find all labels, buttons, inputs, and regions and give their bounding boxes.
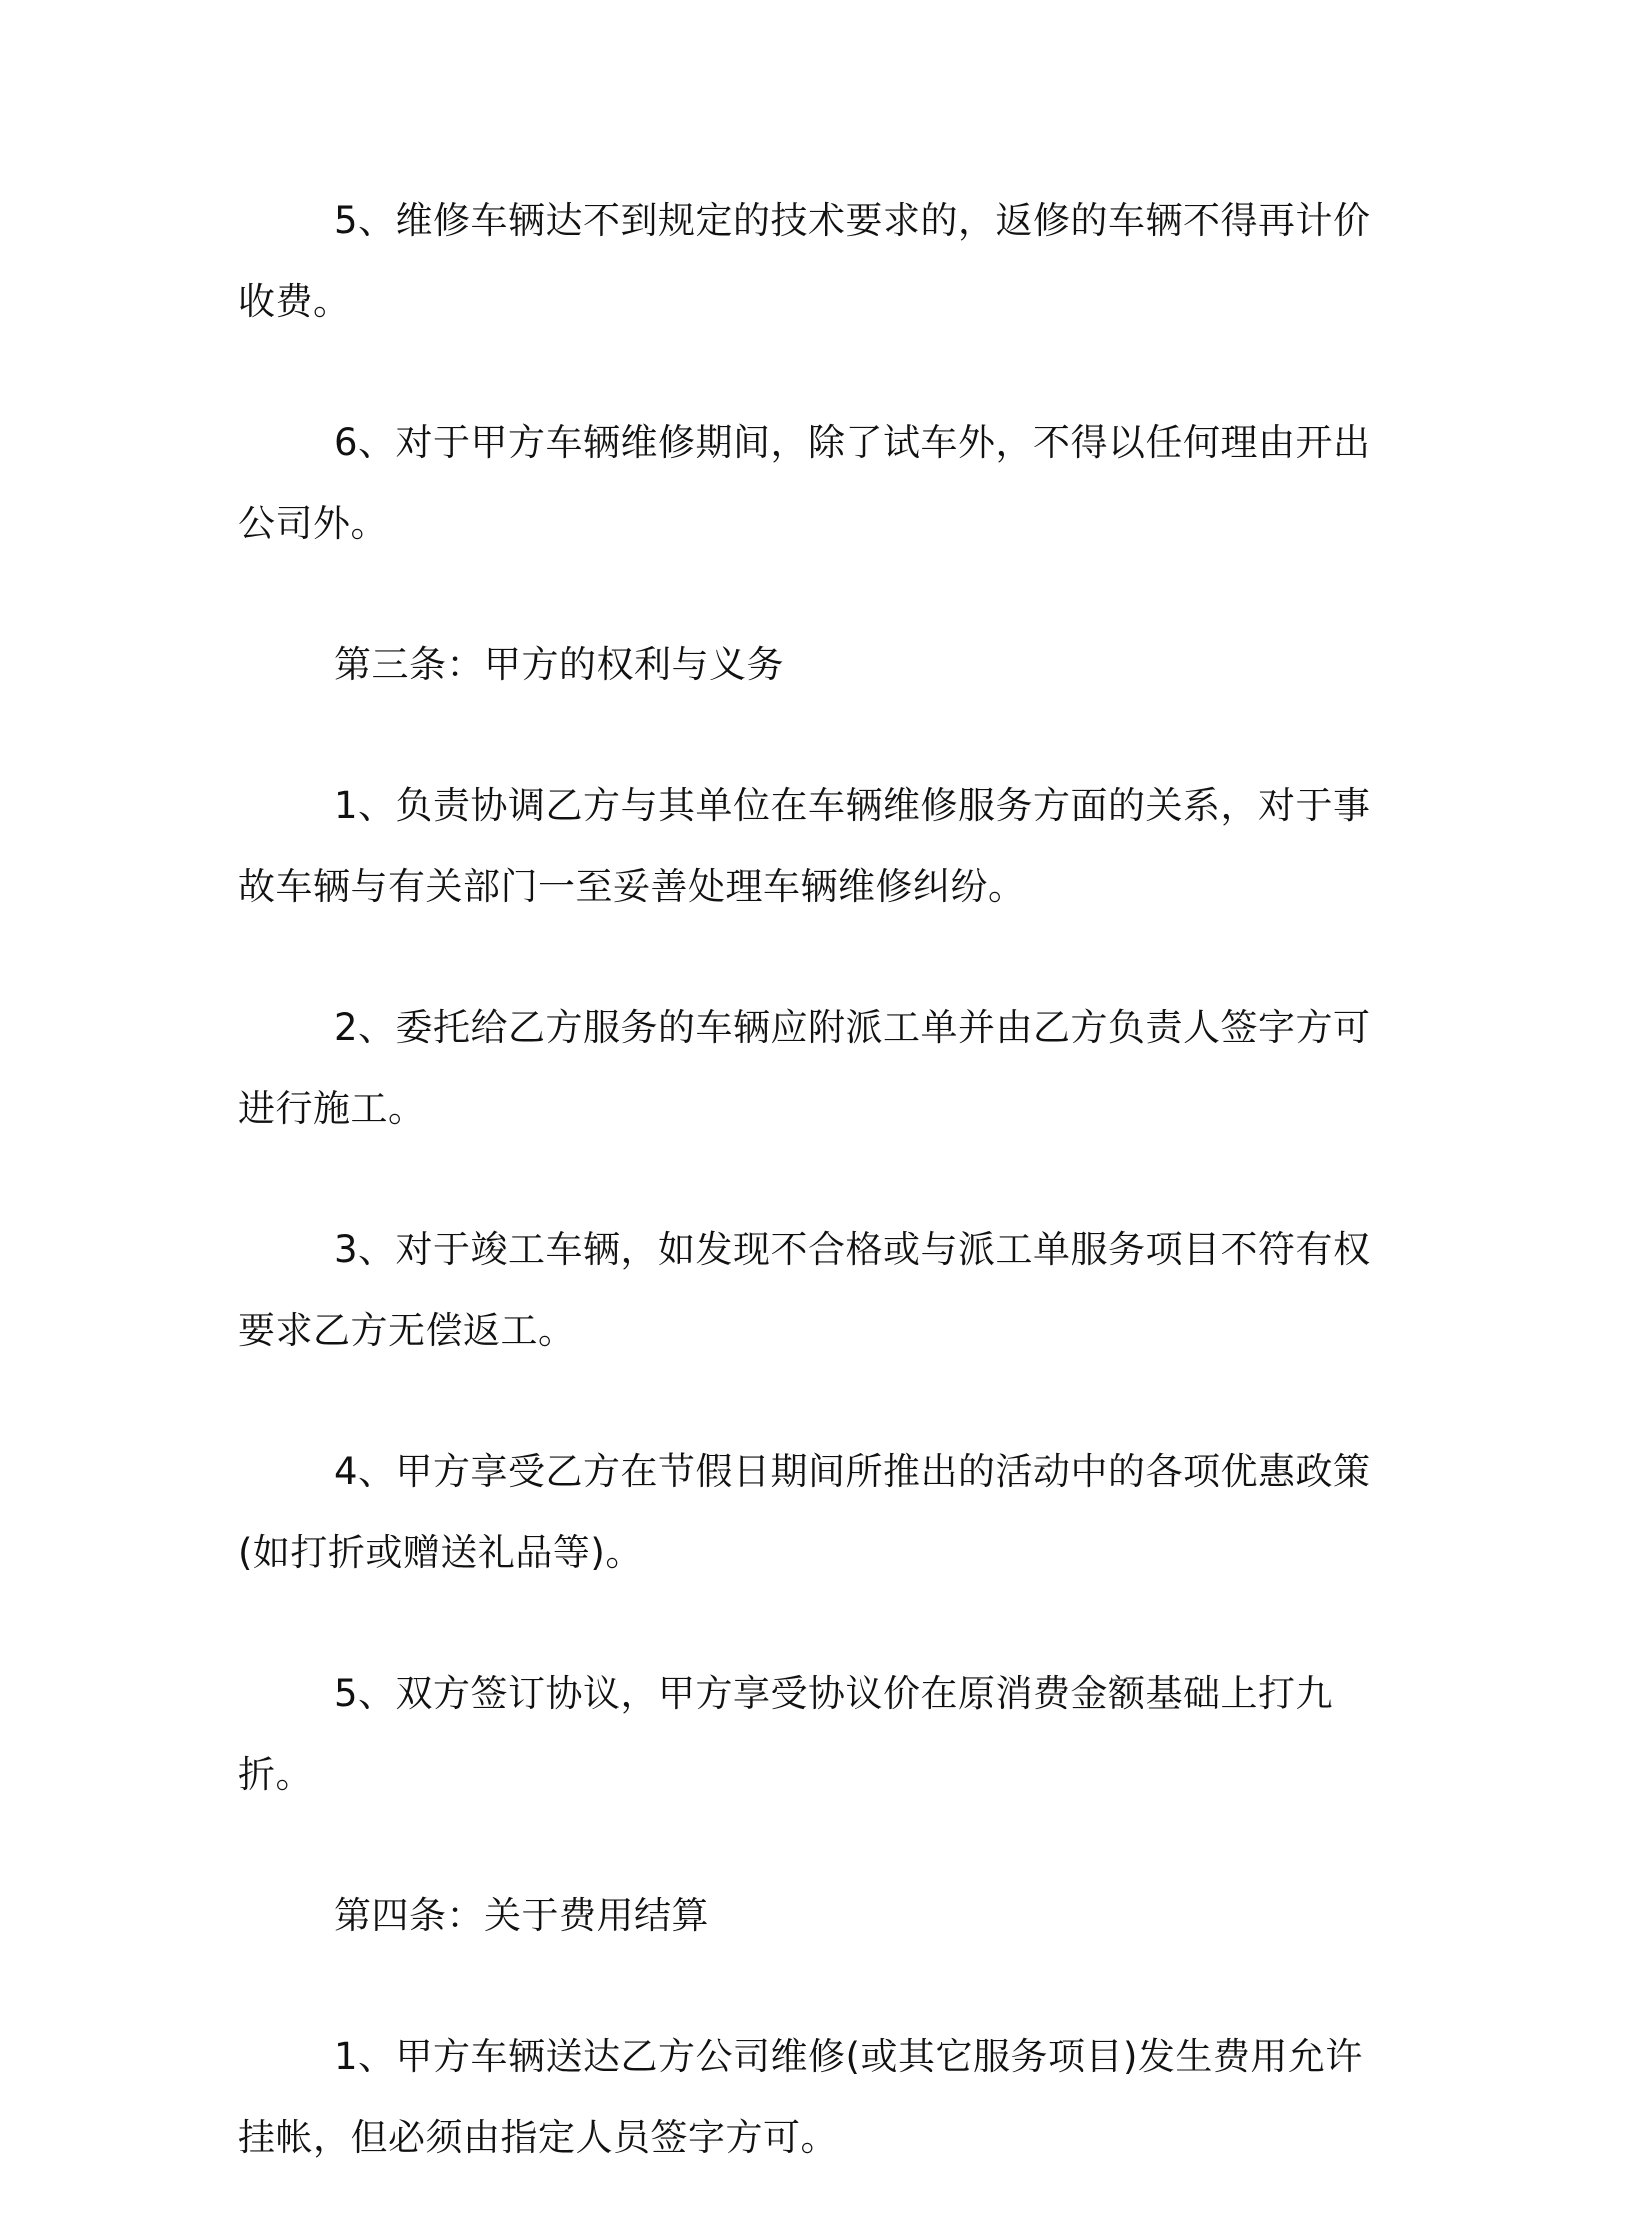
clause-item-1-coordination: 1、负责协调乙方与其单位在车辆维修服务方面的关系，对于事故车辆与有关部门一至妥善处理车辆维修纠纷。	[238, 784, 1371, 908]
clause-item-3-rework: 3、对于竣工车辆，如发现不合格或与派工单服务项目不符有权要求乙方无偿返工。	[238, 1228, 1371, 1352]
clause-item-1-billing: 1、甲方车辆送达乙方公司维修(或其它服务项目)发生费用允许挂帐，但必须由指定人员签字方可。	[238, 2035, 1363, 2159]
document-body	[238, 180, 1398, 2238]
clause-item-5-agreement-price: 5、双方签订协议，甲方享受协议价在原消费金额基础上打九折。	[238, 1672, 1334, 1796]
section-heading-article-3: 第三条：甲方的权利与义务	[334, 643, 784, 686]
clause-item-5-repair-requirement: 5、维修车辆达不到规定的技术要求的，返修的车辆不得再计价收费。	[238, 199, 1371, 323]
clause-item-2-work-order: 2、委托给乙方服务的车辆应附派工单并由乙方负责人签字方可进行施工。	[238, 1006, 1371, 1130]
clause-item-6-no-leaving-company: 6、对于甲方车辆维修期间，除了试车外，不得以任何理由开出公司外。	[238, 421, 1371, 545]
section-heading-article-4: 第四条：关于费用结算	[334, 1894, 709, 1937]
clause-item-4-holiday-discount: 4、甲方享受乙方在节假日期间所推出的活动中的各项优惠政策(如打折或赠送礼品等)。	[238, 1450, 1371, 1574]
